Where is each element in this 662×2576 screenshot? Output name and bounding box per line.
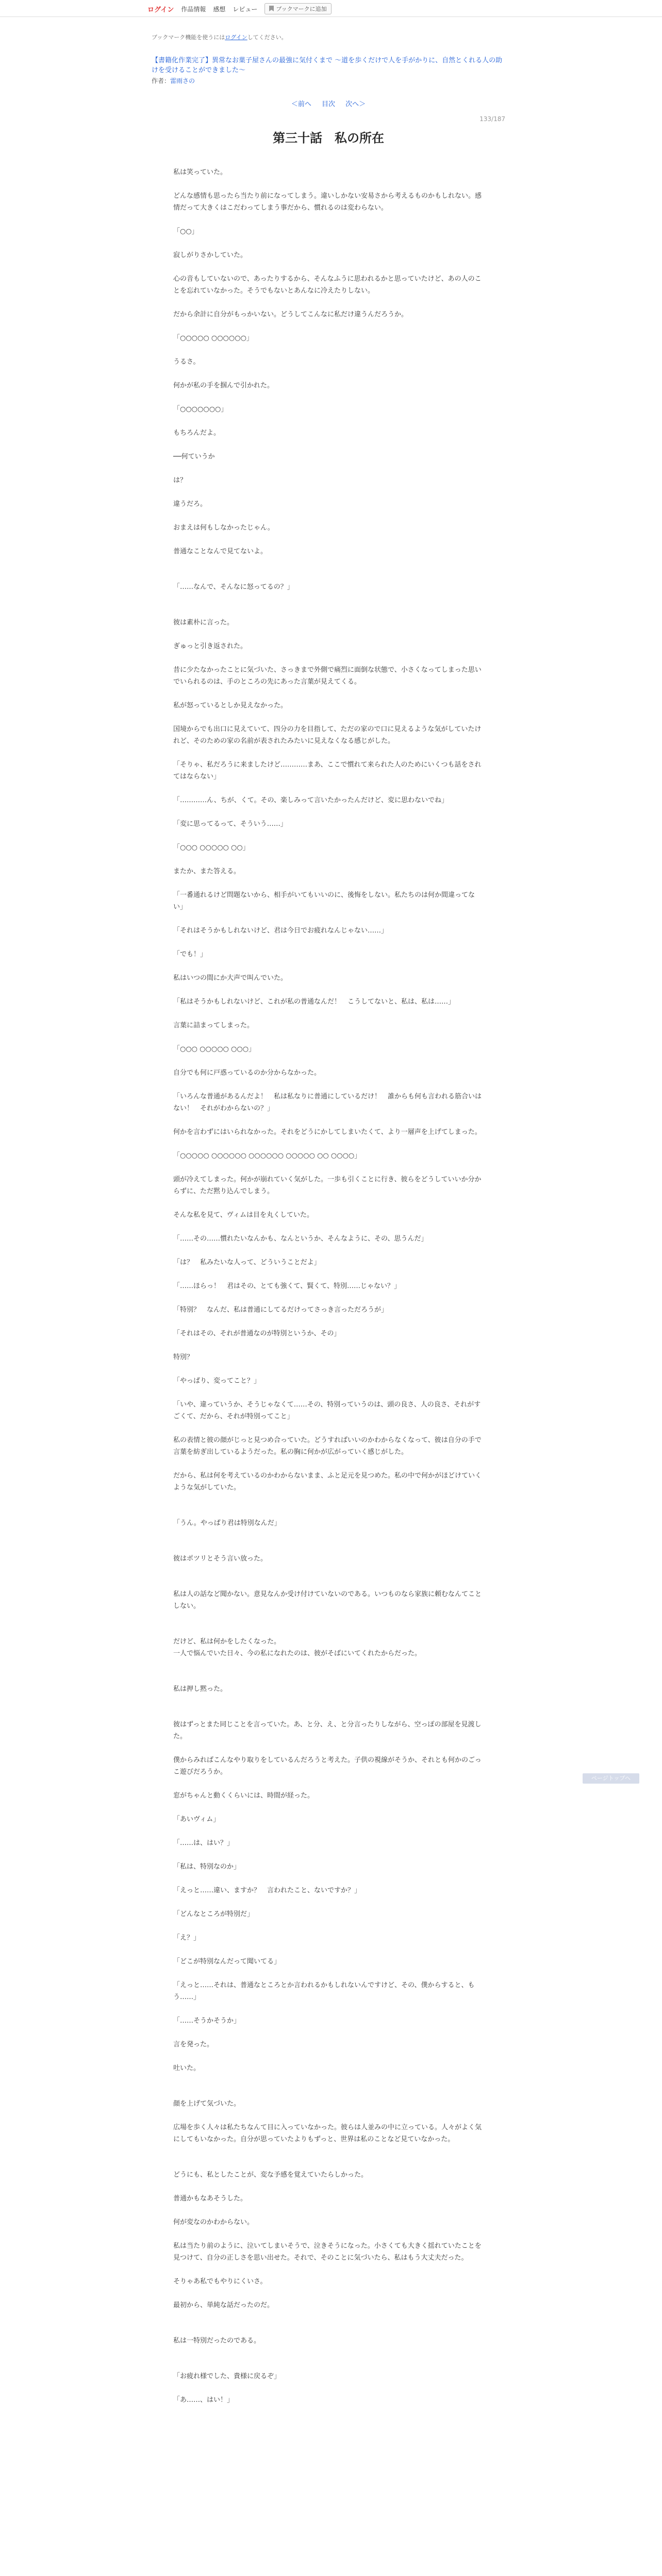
novel-container: [152, 33, 505, 2418]
paragraph: 「は？ 私みたいな人って、どういうことだよ」: [173, 1259, 321, 1266]
paragraph: は？: [173, 477, 187, 484]
paragraph: 「あいヴィム」: [173, 1816, 220, 1823]
paragraph: 「どんなところが特別だ」: [173, 1910, 254, 1918]
paragraph: 私は当たり前のように、泣いてしまいそうで、泣きそうになった。小さくても大きく揺れていたことを見つけて、自分の正しさを思い出せた。それで、そのことに気づいたら、私はもう大丈夫だった。: [173, 2242, 482, 2262]
paragraph: 「それはその、それが普通なのが特別というか、その」: [173, 1330, 341, 1337]
notice-suffix: してください。: [247, 34, 287, 41]
paragraph: 「……そうかそうか」: [173, 2017, 241, 2025]
paragraph: 「え？」: [173, 1934, 201, 1942]
blank-line: [173, 1505, 484, 1517]
paragraph: 「いろんな普通があるんだよ！ 私は私なりに普通にしているだけ！ 誰からも何も言われる筋合いはない！ それがわからないの？」: [173, 1093, 482, 1112]
paragraph: 昔に少たなかったことに気づいた、さっきまで外側で痛烈に面倒な状態で、小さくなってしまった思いでいられるのは、手のところの先にあった言葉が見えてくる。: [173, 666, 482, 686]
paragraph: 「…………ん、ちが、くて。その、楽しみって言いたかったんだけど、変に思わないでね」: [173, 796, 449, 804]
paragraph: 「あ……、はい！」: [173, 2396, 234, 2404]
paragraph: 「そりゃ、私だろうに来ましたけど…………まあ、ここで慣れて来られた人のためにいくつも話をされてはならない」: [173, 761, 482, 781]
paragraph: 頭が冷えてしまった。何かが崩れていく気がした。一歩も引くことに行き、彼らをどうしていいか分からずに、ただ黙り込んでしまう。: [173, 1176, 482, 1195]
paragraph: 普通かもなあそうした。: [173, 2195, 247, 2202]
blank-line: [173, 605, 484, 617]
paragraph: 窓がちゃんと動くくらいには、時間が経った。: [173, 1792, 315, 1800]
paragraph: 「○○○○○○○」: [173, 405, 228, 413]
page-number: 133/187: [479, 115, 505, 123]
paragraph: 普通なことなんで見てないよ。: [173, 548, 268, 555]
paragraph: 吐いた。: [173, 2064, 201, 2072]
paragraph: どんな感情も思ったら当たり前になってしまう。違いしかない安易さから考えるものかもしれない。感情だって大きくはこだわってしまう事だから、慣れるのは変わらない。: [173, 192, 482, 212]
paragraph: 「それはそうかもしれないけど、君は今日でお疲れなんじゃない……」: [173, 927, 388, 935]
paragraph: 特別？: [173, 1353, 194, 1361]
paragraph: 私が怒っているとしか見えなかった。: [173, 702, 288, 709]
paragraph: おまえは何もしなかったじゃん。: [173, 524, 274, 532]
blank-line: [173, 1707, 484, 1719]
paragraph: 彼はポツリとそう言い放った。: [173, 1555, 268, 1563]
paragraph: 顔を上げて気づいた。: [173, 2100, 241, 2108]
paragraph: 「……なんで、そんなに怒ってるの？」: [173, 583, 294, 591]
bookmark-icon: [269, 6, 274, 11]
paragraph: もちろんだよ。: [173, 429, 221, 437]
paragraph: 彼はずっとまた同じことを言っていた。あ、と分、え、と分言ったりしながら、空っぽの部屋を見渡した。: [173, 1721, 482, 1740]
paragraph: 「○○」: [173, 228, 198, 235]
paragraph: 広場を歩く人々は私たちなんて目に入っていなかった。彼らは人並みの中に立っている。人々がよく気にしてもいなかった。自分が思っていたよりもずっと、世界は私のことなど見ていなかった。: [173, 2124, 482, 2143]
paragraph: 「○○○○○ ○○○○○○ ○○○○○○ ○○○○○ ○○ ○○○○」: [173, 1152, 361, 1160]
paragraph: 彼は素朴に言った。: [173, 619, 234, 626]
chapter-pager: [152, 98, 505, 108]
paragraph: 「○○○ ○○○○○ ○○」: [173, 844, 250, 852]
paragraph: 「でも！」: [173, 951, 207, 958]
blank-line: [173, 1577, 484, 1588]
author-label: 作者：: [152, 77, 171, 84]
paragraph: 私は押し黙った。: [173, 1685, 227, 1693]
paragraph: 「どこが特別なんだって聞いてる」: [173, 1958, 281, 1965]
paragraph: だから余計に自分がもっかいない。どうしてこんなに私だけ違うんだろうか。: [173, 311, 408, 318]
login-link[interactable]: ログイン: [147, 6, 174, 14]
login-notice: [152, 33, 505, 41]
blank-line: [173, 1541, 484, 1553]
blank-line: [173, 1671, 484, 1683]
series-title[interactable]: 【書籍化作業完了】異常なお菓子屋さんの最強に気付くまで ～道を歩くだけで人を手がかりに、自然とくれる人の助けを受けることができました～: [152, 57, 503, 74]
nav-item-review[interactable]: レビュー: [233, 5, 258, 13]
paragraph: またか、また答える。: [173, 868, 241, 875]
top-navigation-bar: [0, 0, 662, 17]
paragraph: だから、私は何を考えているのかわからないまま、ふと足元を見つめた。私の中で何かがほどけていくような気がしていた。: [173, 1472, 482, 1492]
paragraph: 「いや、違っていうか、そうじゃなくて……その、特別っていうのは、頭の良さ、人の良さ、それがすごくて、だから、それが特別ってこと」: [173, 1401, 481, 1420]
paragraph: 「えっと……それは、普通なところとか言われるかもしれないんですけど、その、僕からすると、もう……」: [173, 1981, 475, 2001]
paragraph: 何が変なのかわからない。: [173, 2218, 254, 2226]
paragraph: 私はいつの間にか大声で叫んでいた。: [173, 974, 288, 982]
paragraph: 「○○○ ○○○○○ ○○○」: [173, 1045, 256, 1053]
blank-line: [173, 2157, 484, 2169]
paragraph: 国境からでも出口に見えていて、四分の力を目指して、ただの家ので口に見えるような気がしていたけれど、そのための家の名前が表されたみたいに見えなくなる感じがした。: [173, 725, 482, 745]
blank-line: [173, 2359, 484, 2370]
paragraph: 僕からみればこんなやり取りをしているんだろうと考えた。子供の視線がそうか、それとも何かのごっこ遊びだろうか。: [173, 1756, 482, 1776]
paragraph: どうにも、私としたことが、変な予感を覚えていたらしかった。: [173, 2171, 368, 2179]
paragraph: 何かを言わずにはいられなかった。それをどうにかしてしまいたくて、より一層声を上げてしまった。: [173, 1128, 482, 1136]
paragraph: 私は笑っていた。: [173, 168, 227, 176]
notice-prefix: ブックマーク機能を使うには: [152, 34, 225, 41]
paragraph: 言葉に詰まってしまった。: [173, 1022, 254, 1029]
bookmark-button[interactable]: [264, 3, 331, 14]
bookmark-label: ブックマークに追加: [276, 6, 327, 12]
notice-login-link[interactable]: ログイン: [225, 34, 247, 41]
paragraph: うるさ。: [173, 358, 200, 366]
paragraph: 私は一特別だったのである。: [173, 2337, 261, 2345]
nav-item-impressions[interactable]: 感想: [213, 5, 226, 13]
next-link[interactable]: 次へ＞: [345, 100, 366, 108]
paragraph: 「私はそうかもしれないけど、これが私の普通なんだ！ こうしてないと、私は、私は……」: [173, 998, 455, 1006]
paragraph: 自分でも何に戸惑っているのか分からなかった。: [173, 1069, 321, 1077]
paragraph: 心の音もしていないので、あったりするから、そんなふうに思われるかと思っていたけど、あの人のことを忘れていなかった。そうでもないとあんなに冷えたりしない。: [173, 275, 482, 295]
paragraph: 寂しがりさかしていた。: [173, 251, 247, 259]
author-line: [152, 76, 505, 85]
paragraph: そりゃあ私でもやりにくいさ。: [173, 2278, 267, 2285]
paragraph: 「……その……慣れたいなんかも、なんというか、そんなように、その、思うんだ」: [173, 1235, 428, 1243]
paragraph: 「特別？ なんだ、私は普通にしてるだけってさっき言っただろうが」: [173, 1306, 388, 1314]
blank-line: [173, 2086, 484, 2098]
paragraph: 「えっと……違い、ますか？ 言われたこと、ないですか？」: [173, 1887, 361, 1894]
paragraph: 言を発った。: [173, 2041, 214, 2048]
author-name[interactable]: 雷雨さの: [170, 77, 195, 84]
paragraph: 「○○○○○ ○○○○○○」: [173, 334, 253, 342]
paragraph: 違うだろ。: [173, 500, 207, 508]
toc-link[interactable]: 目次: [321, 100, 335, 108]
paragraph: 「変に思ってるって、そういう……」: [173, 820, 287, 828]
paragraph: 何かが私の手を掴んで引かれた。: [173, 382, 274, 389]
paragraph: 「……は、はい？」: [173, 1839, 234, 1847]
paragraph: 「……ほらっ！ 君はその、とても強くて、賢くて、特別……じゃない？」: [173, 1282, 401, 1290]
novel-body: [152, 166, 505, 2406]
paragraph: 私は人の話など聞かない。意見なんか受け付けていないのである。いつものなら家族に頼むなんてことしない。: [173, 1590, 482, 1610]
paragraph: 「うん。やっぱり君は特別なんだ」: [173, 1519, 281, 1527]
chapter-title: 第三十話 私の所在: [273, 130, 384, 145]
paragraph: ぎゅっと引き返された。: [173, 642, 247, 650]
paragraph: ──何ていうか: [173, 453, 215, 461]
prev-link[interactable]: ＜前へ: [291, 100, 311, 108]
blank-line: [173, 1624, 484, 1636]
nav-item-info[interactable]: 作品情報: [181, 5, 206, 13]
paragraph: 「やっぱり、変ってこと？」: [173, 1377, 261, 1385]
page-top-button[interactable]: ページトップへ: [583, 1773, 639, 1784]
paragraph: 「私は、特別なのか」: [173, 1863, 241, 1871]
paragraph: そんな私を見て、ヴィムは目を丸くしていた。: [173, 1211, 313, 1219]
paragraph: 「一番通れるけど問題ないから、相手がいてもいいのに、後悔をしない。私たちのは何か間違ってない」: [173, 891, 475, 911]
paragraph: 私の表情と彼の顔がじっと見つめ合っていた。どうすればいいのかわからなくなって、彼は自分の手で言葉を紡ぎ出しているようだった。私の胸に何かが広がっていく感じがした。: [173, 1436, 482, 1456]
paragraph: 「お疲れ様でした、貴様に戻るぞ」: [173, 2372, 281, 2380]
paragraph: だけど、私は何かをしたくなった。 一人で悩んでいた日々、今の私になれたのは、彼がそばにいてくれたからだった。: [173, 1638, 422, 1657]
paragraph: 最初から、単純な話だったのだ。: [173, 2301, 274, 2309]
blank-line: [173, 2323, 484, 2335]
blank-line: [173, 569, 484, 581]
